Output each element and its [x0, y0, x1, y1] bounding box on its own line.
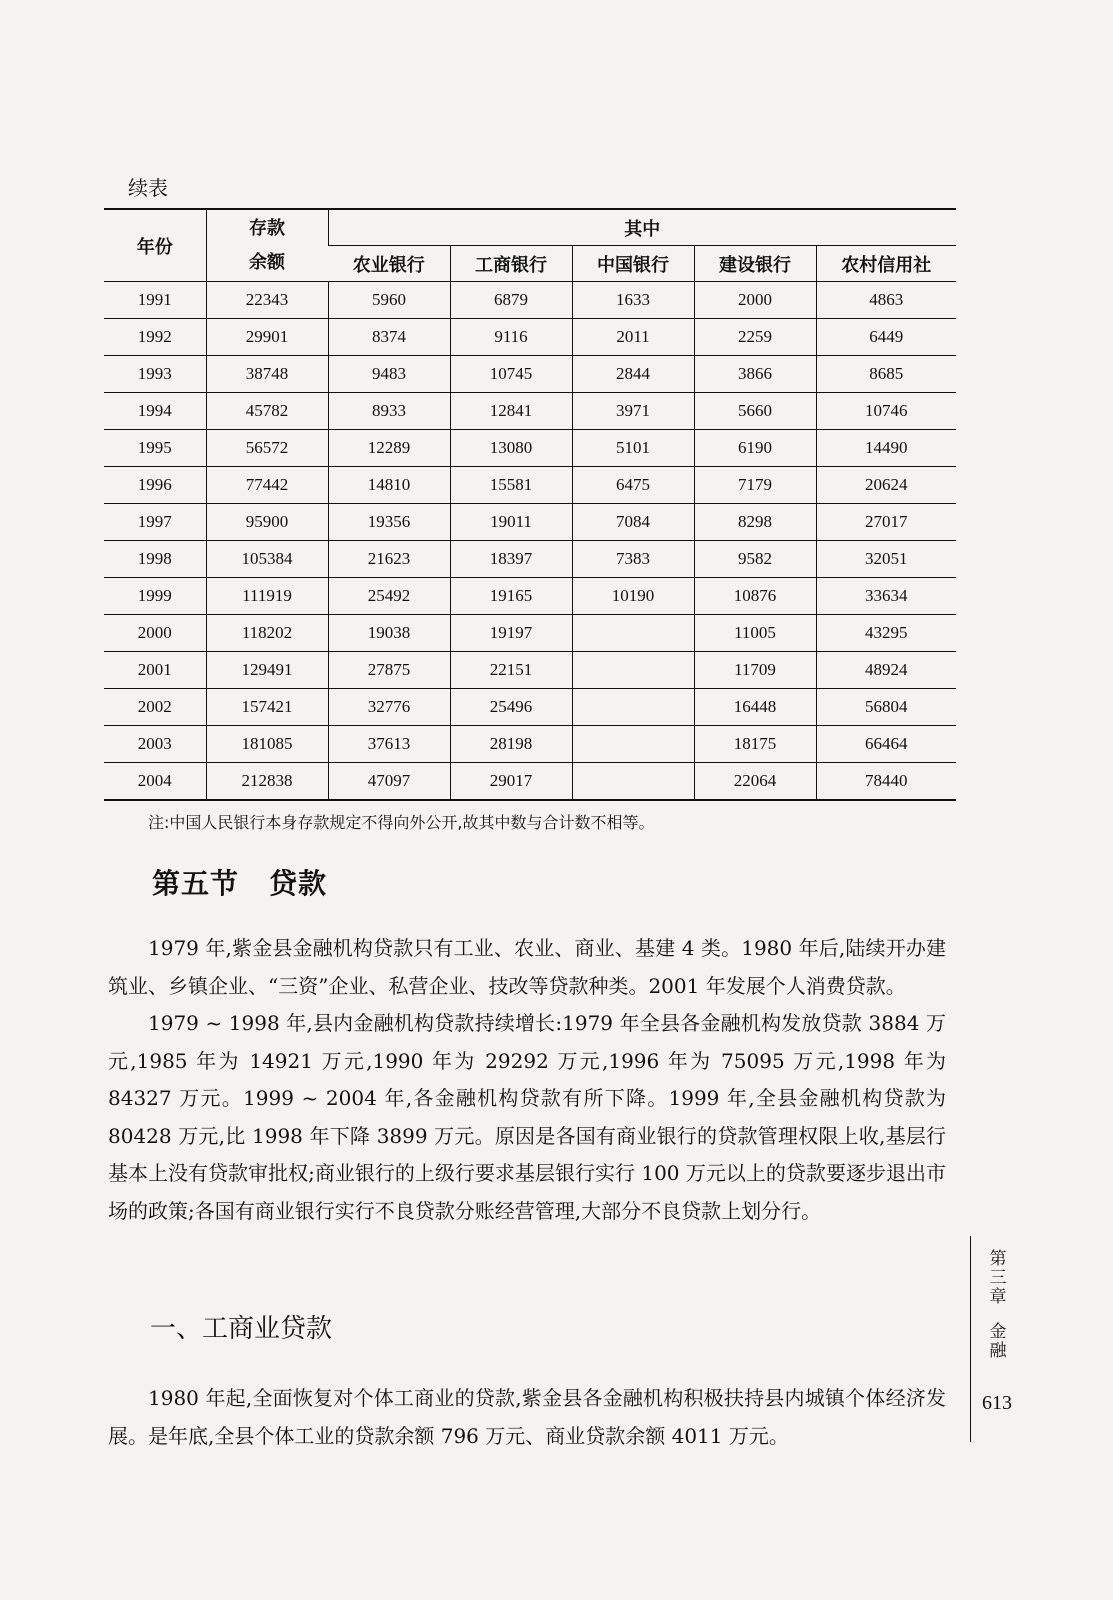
year-cell: 1999 [104, 578, 206, 615]
header-of-which: 其中 [328, 209, 956, 246]
value-cell: 21623 [328, 541, 450, 578]
year-cell: 1993 [104, 356, 206, 393]
value-cell [572, 652, 694, 689]
section-body [108, 930, 946, 1230]
subsection-title: 一、工商业贷款 [150, 1314, 333, 1344]
page-number: 613 [982, 1392, 1012, 1414]
value-cell: 28198 [450, 726, 572, 763]
value-cell: 19197 [450, 615, 572, 652]
value-cell: 38748 [206, 356, 328, 393]
table-note: 注:中国人民银行本身存款规定不得向外公开,故其中数与合计数不相等。 [148, 813, 655, 832]
year-cell: 1995 [104, 430, 206, 467]
value-cell: 3971 [572, 393, 694, 430]
header-deposit-balance [206, 209, 328, 282]
value-cell: 10190 [572, 578, 694, 615]
value-cell: 48924 [816, 652, 956, 689]
value-cell: 14810 [328, 467, 450, 504]
deposit-table [104, 208, 956, 801]
value-cell: 181085 [206, 726, 328, 763]
value-cell: 25496 [450, 689, 572, 726]
header-deposit-line1: 存款 [249, 217, 285, 239]
value-cell: 10745 [450, 356, 572, 393]
value-cell: 9483 [328, 356, 450, 393]
table-row [104, 504, 956, 541]
value-cell: 25492 [328, 578, 450, 615]
value-cell: 2259 [694, 319, 816, 356]
year-cell: 2004 [104, 763, 206, 801]
value-cell: 11709 [694, 652, 816, 689]
table-row [104, 652, 956, 689]
header-bank: 农村信用社 [816, 246, 956, 282]
value-cell: 56804 [816, 689, 956, 726]
value-cell: 22151 [450, 652, 572, 689]
year-cell: 1997 [104, 504, 206, 541]
value-cell: 12289 [328, 430, 450, 467]
value-cell: 19165 [450, 578, 572, 615]
value-cell: 8374 [328, 319, 450, 356]
table-row [104, 319, 956, 356]
value-cell: 29017 [450, 763, 572, 801]
table-row [104, 615, 956, 652]
table-row [104, 282, 956, 319]
value-cell: 45782 [206, 393, 328, 430]
table-body [104, 282, 956, 801]
paragraph: 1979 年,紫金县金融机构贷款只有工业、农业、商业、基建 4 类。1980 年后,陆续开办建筑业、乡镇企业、“三资”企业、私营企业、技改等贷款种类。2001 年发展个人消费贷款。 [108, 936, 946, 998]
value-cell: 32776 [328, 689, 450, 726]
value-cell [572, 763, 694, 801]
value-cell: 212838 [206, 763, 328, 801]
year-cell: 2002 [104, 689, 206, 726]
value-cell: 8685 [816, 356, 956, 393]
value-cell: 10876 [694, 578, 816, 615]
value-cell: 111919 [206, 578, 328, 615]
value-cell: 157421 [206, 689, 328, 726]
value-cell: 6879 [450, 282, 572, 319]
value-cell: 19011 [450, 504, 572, 541]
value-cell: 2000 [694, 282, 816, 319]
year-cell: 2003 [104, 726, 206, 763]
value-cell: 9582 [694, 541, 816, 578]
value-cell: 56572 [206, 430, 328, 467]
table-row [104, 578, 956, 615]
value-cell: 32051 [816, 541, 956, 578]
value-cell: 8298 [694, 504, 816, 541]
value-cell: 78440 [816, 763, 956, 801]
table-row [104, 689, 956, 726]
header-bank: 建设银行 [694, 246, 816, 282]
value-cell: 95900 [206, 504, 328, 541]
year-cell: 1991 [104, 282, 206, 319]
table-continued-label: 续表 [128, 176, 168, 200]
value-cell: 19038 [328, 615, 450, 652]
section-number: 第五节 [152, 867, 240, 900]
value-cell [572, 689, 694, 726]
value-cell: 37613 [328, 726, 450, 763]
value-cell: 22343 [206, 282, 328, 319]
year-cell: 1994 [104, 393, 206, 430]
value-cell: 9116 [450, 319, 572, 356]
header-bank: 工商银行 [450, 246, 572, 282]
value-cell: 19356 [328, 504, 450, 541]
chapter-char: 三 [989, 1268, 1007, 1288]
value-cell: 14490 [816, 430, 956, 467]
table-row [104, 467, 956, 504]
value-cell: 18175 [694, 726, 816, 763]
value-cell: 129491 [206, 652, 328, 689]
table-row [104, 541, 956, 578]
value-cell: 7179 [694, 467, 816, 504]
value-cell: 6475 [572, 467, 694, 504]
value-cell: 2844 [572, 356, 694, 393]
year-cell: 1996 [104, 467, 206, 504]
value-cell: 5660 [694, 393, 816, 430]
value-cell: 5101 [572, 430, 694, 467]
value-cell: 5960 [328, 282, 450, 319]
paragraph: 1979 ~ 1998 年,县内金融机构贷款持续增长:1979 年全县各金融机构发放贷款 3884 万元,1985 年为 14921 万元,1990 年为 29292 万元,1996 年为 75095 万元,1998 年为 84327 万元。1999 ~ 2004 年,各金融机构贷款有所下降。1999 年,全县金融机构贷款为 80428 万元,比 1998 年下降 3899 万元。原因是各国有商业银行的贷款管理权限上收,基层行基本上没有贷款审批权;商业银行的上级行要求基层银行实行 100 万元以上的贷款要逐步退出市场的政策;各国有商业银行实行不良贷款分账经营管理,大部分不良贷款上划分行。 [108, 1011, 946, 1223]
paragraph: 1980 年起,全面恢复对个体工商业的贷款,紫金县各金融机构积极扶持县内城镇个体经济发展。是年底,全县个体工业的贷款余额 796 万元、商业贷款余额 4011 万元。 [108, 1386, 946, 1448]
table-row [104, 763, 956, 801]
value-cell: 18397 [450, 541, 572, 578]
year-cell: 1998 [104, 541, 206, 578]
value-cell: 6190 [694, 430, 816, 467]
value-cell: 47097 [328, 763, 450, 801]
chapter-char: 章 [989, 1287, 1007, 1307]
header-bank: 农业银行 [328, 246, 450, 282]
value-cell: 118202 [206, 615, 328, 652]
value-cell: 7383 [572, 541, 694, 578]
value-cell: 15581 [450, 467, 572, 504]
subsection-body [108, 1380, 946, 1455]
value-cell: 11005 [694, 615, 816, 652]
table-row [104, 393, 956, 430]
table-row [104, 356, 956, 393]
value-cell [572, 615, 694, 652]
value-cell: 16448 [694, 689, 816, 726]
value-cell: 10746 [816, 393, 956, 430]
topic-char: 金 [989, 1322, 1007, 1342]
value-cell: 2011 [572, 319, 694, 356]
topic-char: 融 [989, 1341, 1007, 1361]
margin-rule [970, 1236, 971, 1442]
chapter-char: 第 [989, 1249, 1007, 1269]
value-cell: 4863 [816, 282, 956, 319]
value-cell: 77442 [206, 467, 328, 504]
value-cell: 8933 [328, 393, 450, 430]
value-cell: 20624 [816, 467, 956, 504]
value-cell: 7084 [572, 504, 694, 541]
value-cell: 27875 [328, 652, 450, 689]
table-row [104, 430, 956, 467]
header-year: 年份 [104, 209, 206, 282]
value-cell: 12841 [450, 393, 572, 430]
value-cell: 105384 [206, 541, 328, 578]
value-cell: 6449 [816, 319, 956, 356]
year-cell: 2001 [104, 652, 206, 689]
value-cell: 1633 [572, 282, 694, 319]
header-deposit-line2: 余额 [249, 251, 285, 273]
value-cell: 22064 [694, 763, 816, 801]
chapter-margin-label [988, 1250, 1008, 1361]
value-cell: 13080 [450, 430, 572, 467]
table-row [104, 726, 956, 763]
section-heading [152, 862, 327, 902]
year-cell: 1992 [104, 319, 206, 356]
value-cell: 43295 [816, 615, 956, 652]
value-cell: 33634 [816, 578, 956, 615]
value-cell: 3866 [694, 356, 816, 393]
header-bank: 中国银行 [572, 246, 694, 282]
section-title: 贷款 [269, 867, 328, 900]
year-cell: 2000 [104, 615, 206, 652]
value-cell: 66464 [816, 726, 956, 763]
value-cell [572, 726, 694, 763]
value-cell: 27017 [816, 504, 956, 541]
value-cell: 29901 [206, 319, 328, 356]
